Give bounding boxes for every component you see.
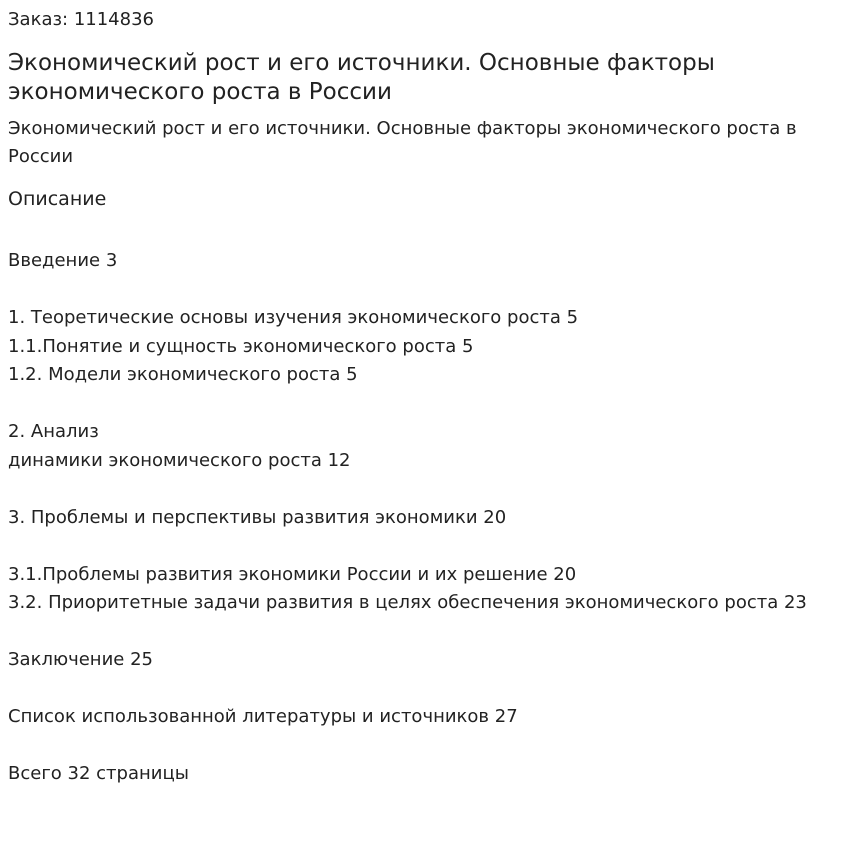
table-of-contents [8,247,838,789]
toc-spacer [8,276,838,305]
toc-item-section-3: 3. Проблемы и перспективы развития экономики 20 [8,506,507,528]
toc-item-section-3-1: 3.1.Проблемы развития экономики России и их решение 20 [8,563,577,585]
toc-item-section-1: 1. Теоретические основы изучения экономического роста 5 [8,307,579,328]
toc-spacer [8,532,838,561]
toc-item-total-pages: Всего 32 страницы [8,763,189,784]
toc-item-section-1-2: 1.2. Модели экономического роста 5 [8,364,358,385]
description-heading: Описание [8,188,107,210]
toc-item-section-1-1: 1.1.Понятие и сущность экономического роста 5 [8,335,474,357]
toc-item-intro: Введение 3 [8,250,118,271]
toc-item-section-3-2: 3.2. Приоритетные задачи развития в целях обеспечения экономического роста 23 [8,592,807,613]
toc-item-section-2-part-a: 2. Анализ [8,421,99,442]
order-number: Заказ: 1114836 [8,9,154,30]
page-title: Экономический рост и его источники. Основные факторы экономического роста в России [8,50,715,105]
toc-item-section-2-part-b: динамики экономического роста 12 [8,449,351,471]
toc-spacer [8,475,838,504]
toc-item-conclusion: Заключение 25 [8,649,153,670]
toc-spacer [8,732,838,761]
toc-spacer [8,675,838,704]
page-subtitle: Экономический рост и его источники. Основные факторы экономического роста в России [8,118,797,167]
toc-item-references: Список использованной литературы и источников 27 [8,706,518,727]
toc-spacer [8,618,838,647]
toc-spacer [8,390,838,419]
